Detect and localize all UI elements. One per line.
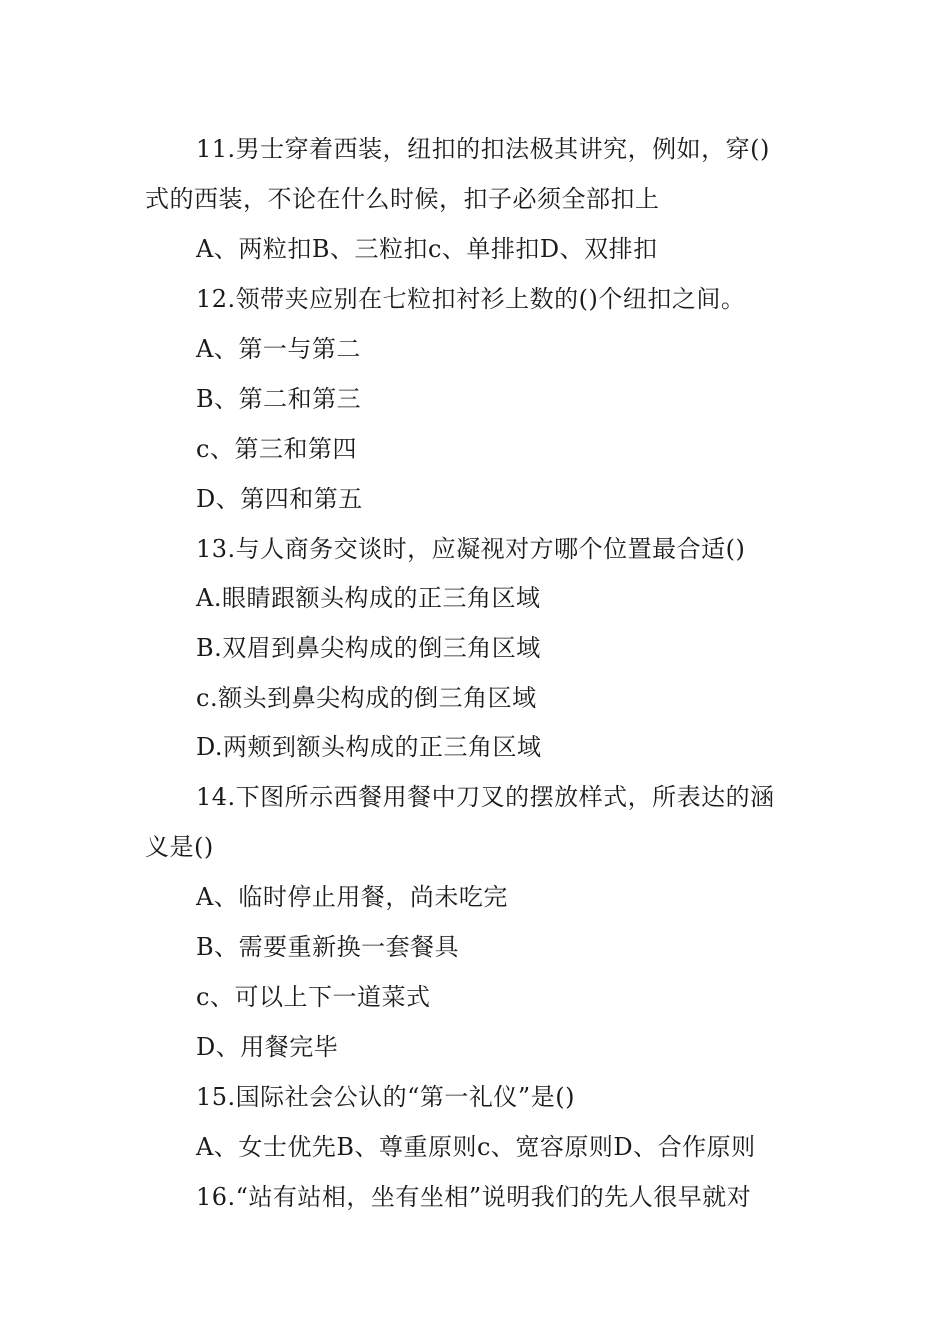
q14-option-b: B、需要重新换一套餐具 <box>196 933 460 961</box>
q14-option-c: c、可以上下一道菜式 <box>196 983 431 1011</box>
q13-option-d: D.两颊到额头构成的正三角区域 <box>196 733 542 761</box>
q11-options: A、两粒扣B、三粒扣c、单排扣D、双排扣 <box>196 235 658 263</box>
q12-option-d: D、第四和第五 <box>196 485 363 513</box>
q13-option-c: c.额头到鼻尖构成的倒三角区域 <box>196 684 537 712</box>
q12-option-c: c、第三和第四 <box>196 435 357 463</box>
q14-stem-line2: 义是() <box>145 833 214 861</box>
q12-stem: 12.领带夹应别在七粒扣衬衫上数的()个纽扣之间。 <box>196 285 746 313</box>
q15-stem: 15.国际社会公认的“第一礼仪”是() <box>196 1083 575 1111</box>
q14-stem-line1: 14.下图所示西餐用餐中刀叉的摆放样式，所表达的涵 <box>196 783 775 811</box>
q15-options: A、女士优先B、尊重原则c、宽容原则D、合作原则 <box>196 1133 756 1161</box>
q16-stem-line1: 16.“站有站相，坐有坐相”说明我们的先人很早就对 <box>196 1183 752 1211</box>
q11-stem-line1: 11.男士穿着西装，纽扣的扣法极其讲究，例如，穿() <box>196 135 770 163</box>
q11-stem-line2: 式的西装，不论在什么时候，扣子必须全部扣上 <box>145 185 660 213</box>
q12-option-a: A、第一与第二 <box>196 335 361 363</box>
q13-option-a: A.眼睛跟额头构成的正三角区域 <box>196 584 541 612</box>
q12-option-b: B、第二和第三 <box>196 385 362 413</box>
q14-option-a: A、临时停止用餐，尚未吃完 <box>196 883 508 911</box>
q13-option-b: B.双眉到鼻尖构成的倒三角区域 <box>196 634 541 662</box>
q14-option-d: D、用餐完毕 <box>196 1033 339 1061</box>
q13-stem: 13.与人商务交谈时，应凝视对方哪个位置最合适() <box>196 535 746 563</box>
